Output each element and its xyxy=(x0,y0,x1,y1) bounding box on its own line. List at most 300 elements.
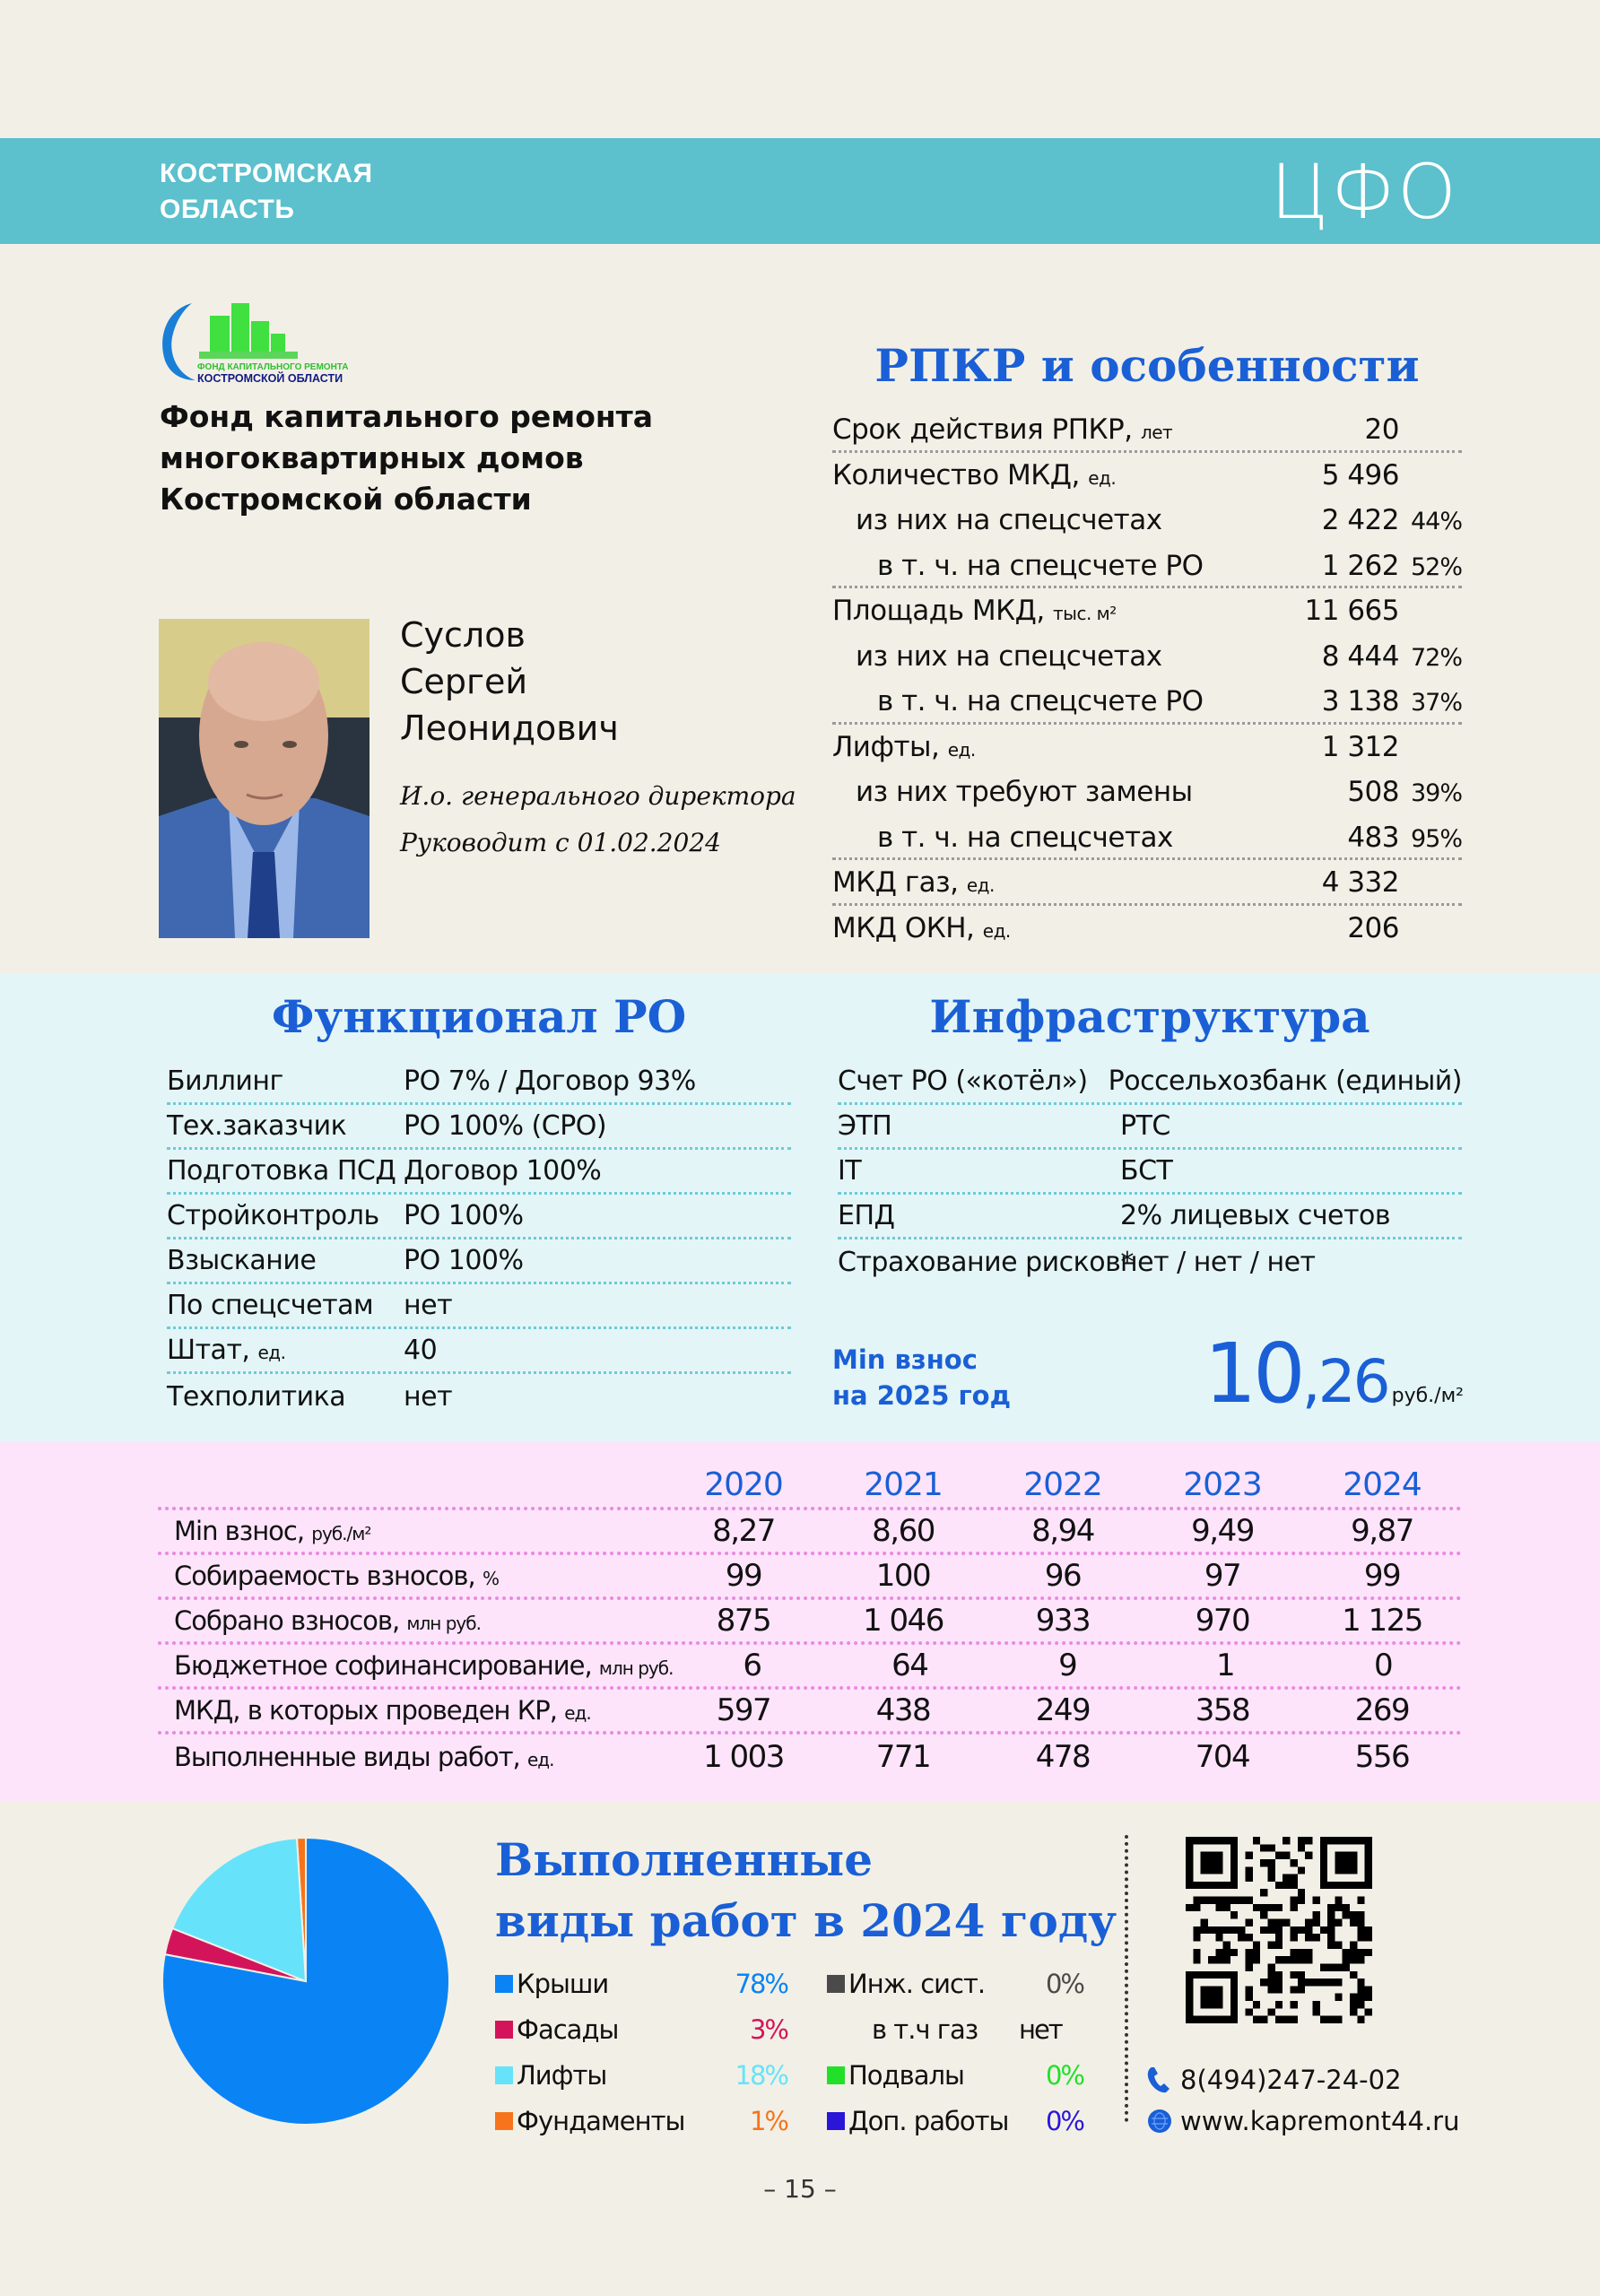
yearly-table-row xyxy=(158,1510,1462,1555)
rpkr-row xyxy=(832,725,1462,770)
qr-module xyxy=(1246,1852,1253,1859)
fund-logo xyxy=(156,298,353,387)
director-surname: Суслов xyxy=(400,615,526,655)
qr-module xyxy=(1260,2016,1267,2023)
functional-row-key-text: Тех.заказчик xyxy=(167,1110,347,1142)
legend-item-name: Инж. сист. xyxy=(848,1968,986,1999)
qr-module xyxy=(1275,1934,1283,1941)
legend-item-name: Фундаменты xyxy=(517,2105,685,2136)
qr-module xyxy=(1365,1949,1372,1956)
qr-module xyxy=(1305,1934,1312,1941)
yearly-row-label-text: Собрано взносов, xyxy=(174,1605,400,1636)
qr-module xyxy=(1357,1897,1364,1904)
rpkr-row-label xyxy=(832,679,1220,724)
rpkr-row-value: 4 332 xyxy=(1321,866,1399,899)
rpkr-row-unit: тыс. м² xyxy=(1053,603,1117,624)
functional-row-key xyxy=(167,1290,404,1321)
legend-item xyxy=(827,1969,1087,1999)
qr-module xyxy=(1290,1934,1297,1941)
rpkr-row-label-text: Лифты, xyxy=(832,730,940,763)
functional-row-value: РО 100% (СРО) xyxy=(404,1110,607,1142)
rpkr-row-label-text: из них на спецсчетах xyxy=(856,639,1162,673)
qr-module xyxy=(1365,1934,1372,1941)
min-fee-unit: руб./м² xyxy=(1391,1385,1464,1407)
qr-module xyxy=(1312,1897,1319,1904)
qr-module xyxy=(1350,1971,1357,1979)
qr-module xyxy=(1223,1949,1230,1956)
year-column-header: 2021 xyxy=(864,1466,943,1503)
functional-row-key-text: Взыскание xyxy=(167,1245,317,1276)
qr-module xyxy=(1312,1979,1319,1986)
qr-module xyxy=(1246,1986,1253,1993)
qr-module xyxy=(1335,1852,1357,1874)
qr-module xyxy=(1275,1904,1283,1911)
qr-module xyxy=(1268,1986,1275,1993)
qr-module xyxy=(1350,1911,1357,1918)
rpkr-row-value: 8 444 xyxy=(1321,639,1399,673)
contacts xyxy=(1144,2059,1459,2142)
qr-module xyxy=(1350,1949,1357,1956)
legend-item xyxy=(827,2060,1087,2091)
yearly-row-label-text: Выполненные виды работ, xyxy=(174,1742,520,1772)
functional-row xyxy=(167,1329,791,1374)
rpkr-table xyxy=(832,407,1462,951)
infrastructure-row-key: IT xyxy=(838,1155,862,1187)
qr-module xyxy=(1298,1866,1305,1874)
qr-module xyxy=(1298,1837,1305,1844)
qr-module xyxy=(1290,1956,1297,1963)
rpkr-row xyxy=(832,815,1462,861)
qr-module xyxy=(1193,1956,1200,1963)
director-since: Руководит с 01.02.2024 xyxy=(400,828,721,857)
qr-module xyxy=(1238,1934,1245,1941)
yearly-row-label xyxy=(158,1516,664,1546)
qr-module xyxy=(1305,1837,1312,1844)
qr-module xyxy=(1275,1852,1283,1859)
functional-table xyxy=(167,1060,791,1419)
qr-module xyxy=(1327,1911,1335,1918)
qr-module xyxy=(1327,1904,1335,1911)
qr-module xyxy=(1186,1904,1193,1911)
qr-module xyxy=(1327,1979,1335,1986)
rpkr-row-unit: ед. xyxy=(947,738,976,761)
works-title-line2: виды работ в 2024 году xyxy=(495,1894,1117,1947)
qr-module xyxy=(1238,1926,1245,1934)
works-title-line1: Выполненные xyxy=(495,1833,874,1886)
infrastructure-row-value: 2% лицевых счетов xyxy=(1120,1200,1391,1231)
rpkr-row-value: 508 xyxy=(1347,776,1399,808)
rpkr-row-value: 20 xyxy=(1364,413,1399,446)
logo-trees xyxy=(199,352,298,359)
infrastructure-row xyxy=(838,1195,1462,1239)
qr-module xyxy=(1208,1956,1215,1963)
page-number: – 15 – xyxy=(763,2174,837,2204)
rpkr-row-value: 483 xyxy=(1347,821,1399,854)
qr-module xyxy=(1312,1919,1319,1926)
qr-module xyxy=(1365,1926,1372,1934)
qr-module xyxy=(1215,1897,1222,1904)
functional-row-key-text: Биллинг xyxy=(167,1065,283,1097)
qr-module xyxy=(1260,1844,1267,1851)
yearly-row-label xyxy=(158,1561,664,1591)
qr-module xyxy=(1223,1904,1230,1911)
legend-item xyxy=(827,2014,1087,2045)
yearly-row-unit: млн руб. xyxy=(598,1657,674,1679)
qr-module xyxy=(1253,1956,1260,1963)
functional-row xyxy=(167,1105,791,1150)
rpkr-row-value: 1 262 xyxy=(1321,549,1399,582)
qr-module xyxy=(1208,1897,1215,1904)
qr-module xyxy=(1305,1949,1312,1956)
rpkr-row-percent: 39% xyxy=(1410,779,1462,807)
legend-row xyxy=(495,2006,1087,2052)
functional-row-value: нет xyxy=(404,1290,453,1321)
yearly-table-cell: 99 xyxy=(725,1558,762,1594)
qr-module xyxy=(1268,1844,1275,1851)
yearly-table-header xyxy=(158,1460,1462,1510)
phone-number[interactable]: 8(494)247-24-02 xyxy=(1180,2065,1402,2095)
yearly-table-cell: 249 xyxy=(1035,1692,1091,1728)
rpkr-row-label-text: в т. ч. на спецсчетах xyxy=(877,821,1173,854)
qr-module xyxy=(1208,1926,1215,1934)
legend-item-percent: 18% xyxy=(735,2059,787,2091)
yearly-table-cell: 269 xyxy=(1354,1692,1410,1728)
infrastructure-row xyxy=(838,1105,1462,1150)
qr-module xyxy=(1320,2016,1327,2023)
qr-code[interactable] xyxy=(1186,1837,1372,2023)
yearly-table-row xyxy=(158,1645,1462,1690)
yearly-row-label-text: Собираемость взносов, xyxy=(174,1561,475,1591)
yearly-table-cell: 96 xyxy=(1044,1558,1082,1594)
infrastructure-row-value: Россельхозбанк (единый) xyxy=(1108,1065,1462,1097)
qr-module xyxy=(1230,1897,1238,1904)
director-role xyxy=(400,773,796,866)
rpkr-row-percent: 44% xyxy=(1410,508,1462,535)
qr-module xyxy=(1275,1882,1283,1889)
rpkr-row-label-text: Площадь МКД, xyxy=(832,595,1045,627)
yearly-table-cell: 1 003 xyxy=(703,1739,784,1775)
qr-module xyxy=(1275,1979,1283,1986)
phone-row xyxy=(1144,2059,1459,2100)
qr-module xyxy=(1283,1882,1290,1889)
qr-module xyxy=(1283,1919,1290,1926)
year-column-header: 2023 xyxy=(1183,1466,1262,1503)
yearly-table-cell: 704 xyxy=(1195,1739,1250,1775)
qr-module xyxy=(1268,1859,1275,1866)
globe-icon xyxy=(1144,2106,1175,2136)
rpkr-row-label xyxy=(832,770,1220,814)
director-patronymic: Леонидович xyxy=(400,709,619,748)
legend-item-name: в т.ч газ xyxy=(872,2013,978,2045)
infrastructure-row-value: нет / нет / нет xyxy=(1120,1246,1316,1278)
legend-swatch xyxy=(495,2112,513,2130)
qr-module xyxy=(1193,1904,1200,1911)
qr-module xyxy=(1357,1994,1364,2001)
qr-module xyxy=(1275,1986,1283,1993)
yearly-table-cell: 1 125 xyxy=(1342,1603,1422,1639)
infrastructure-row-key: Счет РО («котёл») xyxy=(838,1065,1088,1097)
functional-row-key xyxy=(167,1155,404,1187)
qr-module xyxy=(1290,1882,1297,1889)
legend-item-percent: 0% xyxy=(1045,2059,1083,2091)
qr-module xyxy=(1357,2016,1364,2023)
rpkr-row-percent: 72% xyxy=(1410,643,1462,672)
qr-module xyxy=(1357,1979,1364,1986)
qr-module xyxy=(1275,2016,1283,2023)
qr-module xyxy=(1238,1897,1245,1904)
qr-module xyxy=(1305,1979,1312,1986)
qr-module xyxy=(1201,1926,1208,1934)
rpkr-row xyxy=(832,407,1462,453)
qr-module xyxy=(1268,1904,1275,1911)
qr-module xyxy=(1343,1963,1350,1970)
qr-module xyxy=(1268,1963,1275,1970)
qr-module xyxy=(1312,2001,1319,2008)
qr-module xyxy=(1253,1837,1260,1844)
organization-name xyxy=(160,396,653,520)
director-photo xyxy=(159,619,370,938)
qr-module xyxy=(1246,1934,1253,1941)
qr-module xyxy=(1290,1859,1297,1866)
legend-swatch xyxy=(827,1975,845,1993)
min-fee-decimal: ,26 xyxy=(1301,1347,1388,1416)
yearly-table-cell: 933 xyxy=(1035,1603,1091,1639)
qr-module xyxy=(1312,1934,1319,1941)
rpkr-row xyxy=(832,588,1462,634)
rpkr-row xyxy=(832,679,1462,725)
yearly-row-unit: млн руб. xyxy=(406,1613,481,1634)
legend-swatch xyxy=(827,2066,845,2084)
qr-module xyxy=(1201,1986,1223,2008)
qr-module xyxy=(1260,1859,1267,1866)
qr-module xyxy=(1223,1897,1230,1904)
qr-module xyxy=(1290,1986,1297,1993)
yearly-row-label-text: Min взнос, xyxy=(174,1516,305,1546)
qr-module xyxy=(1298,1889,1305,1896)
qr-module xyxy=(1357,1956,1364,1963)
qr-module xyxy=(1201,1919,1208,1926)
qr-module xyxy=(1246,1963,1253,1970)
yearly-row-unit: ед. xyxy=(564,1702,591,1724)
qr-module xyxy=(1215,1904,1222,1911)
qr-module xyxy=(1365,1986,1372,1993)
website-link[interactable]: www.kapremont44.ru xyxy=(1180,2106,1460,2136)
qr-module xyxy=(1253,2016,1260,2023)
infrastructure-row-key: ЭТП xyxy=(838,1110,892,1142)
min-fee-label-line2: на 2025 год xyxy=(832,1380,1012,1411)
yearly-row-label xyxy=(158,1605,664,1636)
qr-module xyxy=(1246,1874,1253,1882)
year-column-header: 2020 xyxy=(704,1466,783,1503)
qr-module xyxy=(1253,1941,1260,1948)
qr-module xyxy=(1335,1919,1342,1926)
qr-module xyxy=(1327,1919,1335,1926)
yearly-table-cell: 1 046 xyxy=(863,1603,943,1639)
functional-row-key-text: Стройконтроль xyxy=(167,1200,379,1231)
qr-module xyxy=(1335,2016,1342,2023)
qr-module xyxy=(1343,1949,1350,1956)
qr-module xyxy=(1365,1994,1372,2001)
functional-row-value: РО 7% / Договор 93% xyxy=(404,1065,696,1097)
legend-swatch xyxy=(495,2021,513,2039)
qr-module xyxy=(1343,1904,1350,1911)
qr-module xyxy=(1327,1941,1335,1948)
rpkr-row-unit: ед. xyxy=(982,919,1011,942)
functional-row-key xyxy=(167,1335,404,1366)
legend-item-percent: 0% xyxy=(1045,2105,1083,2136)
logo-text-line1: ФОНД КАПИТАЛЬНОГО РЕМОНТА xyxy=(197,362,349,372)
legend-item-name: Лифты xyxy=(517,2059,607,2091)
qr-module xyxy=(1350,1994,1357,2001)
functional-row-unit: ед. xyxy=(257,1342,286,1363)
functional-row-key-text: Техполитика xyxy=(167,1380,346,1413)
legend-item-name: Крыши xyxy=(517,1968,609,1999)
yearly-row-label xyxy=(158,1650,673,1681)
works-pie-chart xyxy=(158,1833,454,2129)
qr-module xyxy=(1290,1949,1297,1956)
legend-item-percent: 78% xyxy=(735,1968,787,1999)
qr-module xyxy=(1327,1963,1335,1970)
logo-text-line2: КОСТРОМСКОЙ ОБЛАСТИ xyxy=(197,372,343,385)
rpkr-row-unit: ед. xyxy=(1088,466,1117,489)
qr-module xyxy=(1357,1934,1364,1941)
qr-module xyxy=(1230,1949,1238,1956)
qr-module xyxy=(1298,1949,1305,1956)
qr-module xyxy=(1320,1926,1327,1934)
yearly-table-row xyxy=(158,1555,1462,1600)
rpkr-row-label xyxy=(832,860,1220,908)
functional-row-key xyxy=(167,1245,404,1276)
rpkr-row-value: 3 138 xyxy=(1321,685,1399,718)
qr-module xyxy=(1350,2001,1357,2008)
qr-module xyxy=(1260,1926,1267,1934)
functional-row-key xyxy=(167,1110,404,1142)
yearly-table-cell: 478 xyxy=(1035,1739,1091,1775)
qr-module xyxy=(1268,1941,1275,1948)
functional-row-key-text: Штат, xyxy=(167,1335,250,1366)
yearly-table-cell: 0 xyxy=(1373,1648,1393,1683)
qr-module xyxy=(1275,2001,1283,2008)
qr-module xyxy=(1283,1874,1290,1882)
qr-module xyxy=(1230,1911,1238,1918)
qr-module xyxy=(1260,1911,1267,1918)
rpkr-row-value: 206 xyxy=(1347,911,1399,944)
yearly-table-cell: 97 xyxy=(1204,1558,1241,1594)
year-column-header: 2022 xyxy=(1023,1466,1102,1503)
legend-item-percent: 0% xyxy=(1045,1968,1083,1999)
qr-module xyxy=(1275,1941,1283,1948)
functional-row-key-text: Подготовка ПСД xyxy=(167,1155,396,1187)
qr-module xyxy=(1253,1904,1260,1911)
functional-row xyxy=(167,1060,791,1105)
website-row xyxy=(1144,2100,1459,2142)
qr-module xyxy=(1305,1919,1312,1926)
functional-row-key xyxy=(167,1065,404,1097)
min-fee-2025-value xyxy=(1204,1326,1464,1422)
qr-module xyxy=(1268,1979,1275,1986)
rpkr-row-label-text: Срок действия РПКР, xyxy=(832,413,1133,446)
legend-item xyxy=(495,2060,827,2091)
yearly-table-cell: 8,60 xyxy=(872,1513,935,1549)
qr-module xyxy=(1246,1919,1253,1926)
qr-module xyxy=(1290,2016,1297,2023)
rpkr-row-label-text: из них на спецсчетах xyxy=(856,504,1162,536)
qr-module xyxy=(1290,1926,1297,1934)
functional-row-value: Договор 100% xyxy=(404,1155,602,1187)
yearly-table-row xyxy=(158,1735,1462,1779)
qr-module xyxy=(1327,1926,1335,1934)
legend-item-name: Подвалы xyxy=(848,2059,964,2091)
rpkr-row-label xyxy=(832,407,1220,455)
rpkr-row xyxy=(832,770,1462,815)
infrastructure-title: Инфраструктура xyxy=(929,990,1370,1043)
legend-item xyxy=(495,1969,827,1999)
region-name xyxy=(160,156,373,228)
director-position: И.о. генерального директора xyxy=(400,781,796,811)
qr-module xyxy=(1283,1852,1290,1859)
functional-row-key xyxy=(167,1200,404,1231)
rpkr-row-unit: лет xyxy=(1140,422,1173,443)
yearly-table-cell: 64 xyxy=(891,1648,928,1683)
qr-module xyxy=(1327,2016,1335,2023)
vertical-divider xyxy=(1125,1835,1128,2122)
qr-module xyxy=(1193,1897,1200,1904)
infrastructure-row xyxy=(838,1239,1462,1284)
qr-module xyxy=(1298,1986,1305,1993)
yearly-table-cell: 970 xyxy=(1195,1603,1250,1639)
organization-name-line3: Костромской области xyxy=(160,482,532,517)
functional-row-value: РО 100% xyxy=(404,1200,524,1231)
qr-module xyxy=(1357,1919,1364,1926)
qr-module xyxy=(1230,1926,1238,1934)
qr-module xyxy=(1260,1904,1267,1911)
rpkr-row xyxy=(832,453,1462,499)
legend-item xyxy=(495,2106,827,2136)
rpkr-row-label xyxy=(832,634,1220,679)
qr-module xyxy=(1260,1889,1267,1896)
qr-module xyxy=(1305,1926,1312,1934)
functional-row-value: РО 100% xyxy=(404,1245,524,1276)
rpkr-row-percent: 95% xyxy=(1410,824,1462,853)
functional-row xyxy=(167,1150,791,1195)
yearly-row-label-text: МКД, в которых проведен КР, xyxy=(174,1695,558,1726)
yearly-row-unit: руб./м² xyxy=(311,1523,371,1544)
rpkr-row-label-text: в т. ч. на спецсчете РО xyxy=(877,685,1204,718)
legend-item-percent: нет xyxy=(1019,2013,1062,2045)
rpkr-row-value: 2 422 xyxy=(1321,504,1399,536)
rpkr-row-percent: 37% xyxy=(1410,689,1462,717)
qr-module xyxy=(1268,1926,1275,1934)
qr-module xyxy=(1223,1941,1230,1948)
yearly-row-label-text: Бюджетное софинансирование, xyxy=(174,1650,592,1681)
qr-module xyxy=(1246,1866,1253,1874)
rpkr-row-label-text: Количество МКД, xyxy=(832,458,1080,491)
qr-module xyxy=(1268,1874,1275,1882)
functional-row-value: 40 xyxy=(404,1335,438,1366)
qr-module xyxy=(1268,2008,1275,2015)
qr-module xyxy=(1193,1949,1200,1956)
qr-module xyxy=(1298,1897,1305,1904)
qr-module xyxy=(1246,2008,1253,2015)
rpkr-row-label xyxy=(832,544,1220,588)
qr-module xyxy=(1312,1911,1319,1918)
min-fee-label-line1: Min взнос xyxy=(832,1344,978,1375)
qr-module xyxy=(1350,1919,1357,1926)
qr-module xyxy=(1290,1971,1297,1979)
qr-module xyxy=(1305,1852,1312,1859)
functional-row xyxy=(167,1284,791,1329)
yearly-table-cell: 438 xyxy=(875,1692,931,1728)
